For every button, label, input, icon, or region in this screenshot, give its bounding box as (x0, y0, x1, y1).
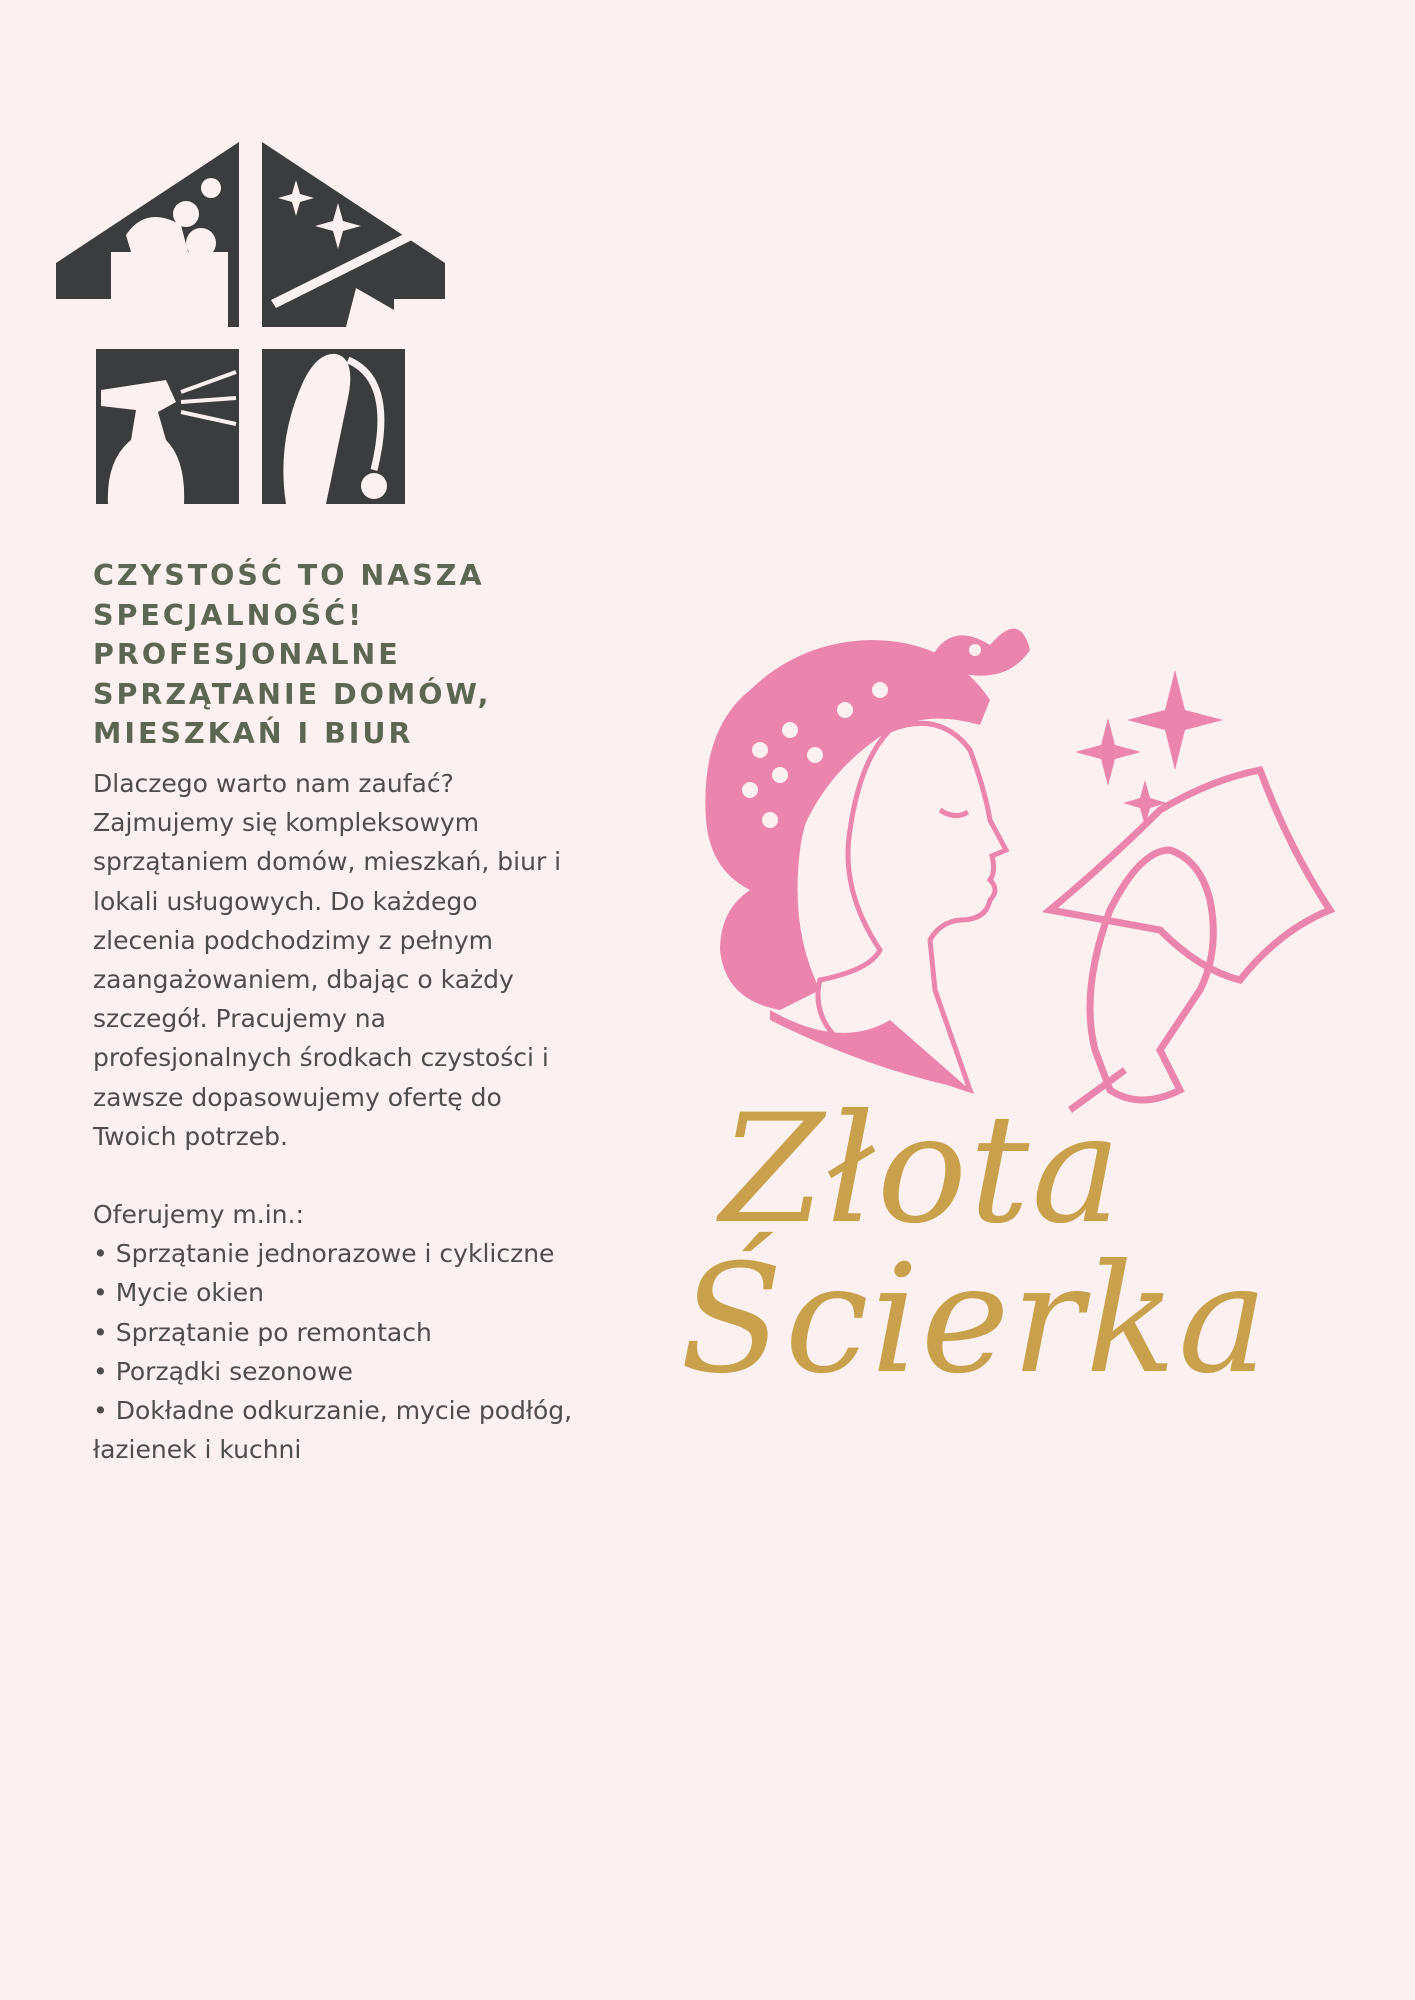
list-item: • Sprzątanie jednorazowe i cykliczne (93, 1234, 573, 1273)
offer-list (93, 1234, 573, 1469)
list-item: • Sprzątanie po remontach (93, 1313, 573, 1352)
house-cleaning-icon (56, 140, 446, 505)
list-item: • Dokładne odkurzanie, mycie podłóg, łazienek i kuchni (93, 1391, 573, 1469)
spacer (93, 1156, 573, 1195)
headline: CZYSTOŚĆ TO NASZA SPECJALNOŚĆ! PROFESJONALNE SPRZĄTANIE DOMÓW, MIESZKAŃ I BIUR (93, 559, 492, 750)
intro-paragraph: Dlaczego warto nam zaufać? Zajmujemy się kompleksowym sprzątaniem domów, mieszkań, biur i lokali usługowych. Do każdego zlecenia podchodzimy z pełnym zaangażowaniem, dbając o każdy szczegół. Pracujemy na profesjonalnych środkach czystości i zawsze dopasowujemy ofertę do Twoich potrzeb. (93, 769, 562, 1151)
list-item: • Porządki sezonowe (93, 1352, 573, 1391)
body-text (93, 764, 573, 1469)
brand-name-word-2: Ścierka (680, 1233, 1270, 1407)
brand-name-word-1: Złota (720, 1083, 1123, 1257)
offer-heading: Oferujemy m.in.: (93, 1200, 304, 1230)
brand-logo (640, 550, 1360, 1510)
woman-with-cloth-icon (640, 550, 1360, 1130)
list-item: • Mycie okien (93, 1273, 573, 1312)
